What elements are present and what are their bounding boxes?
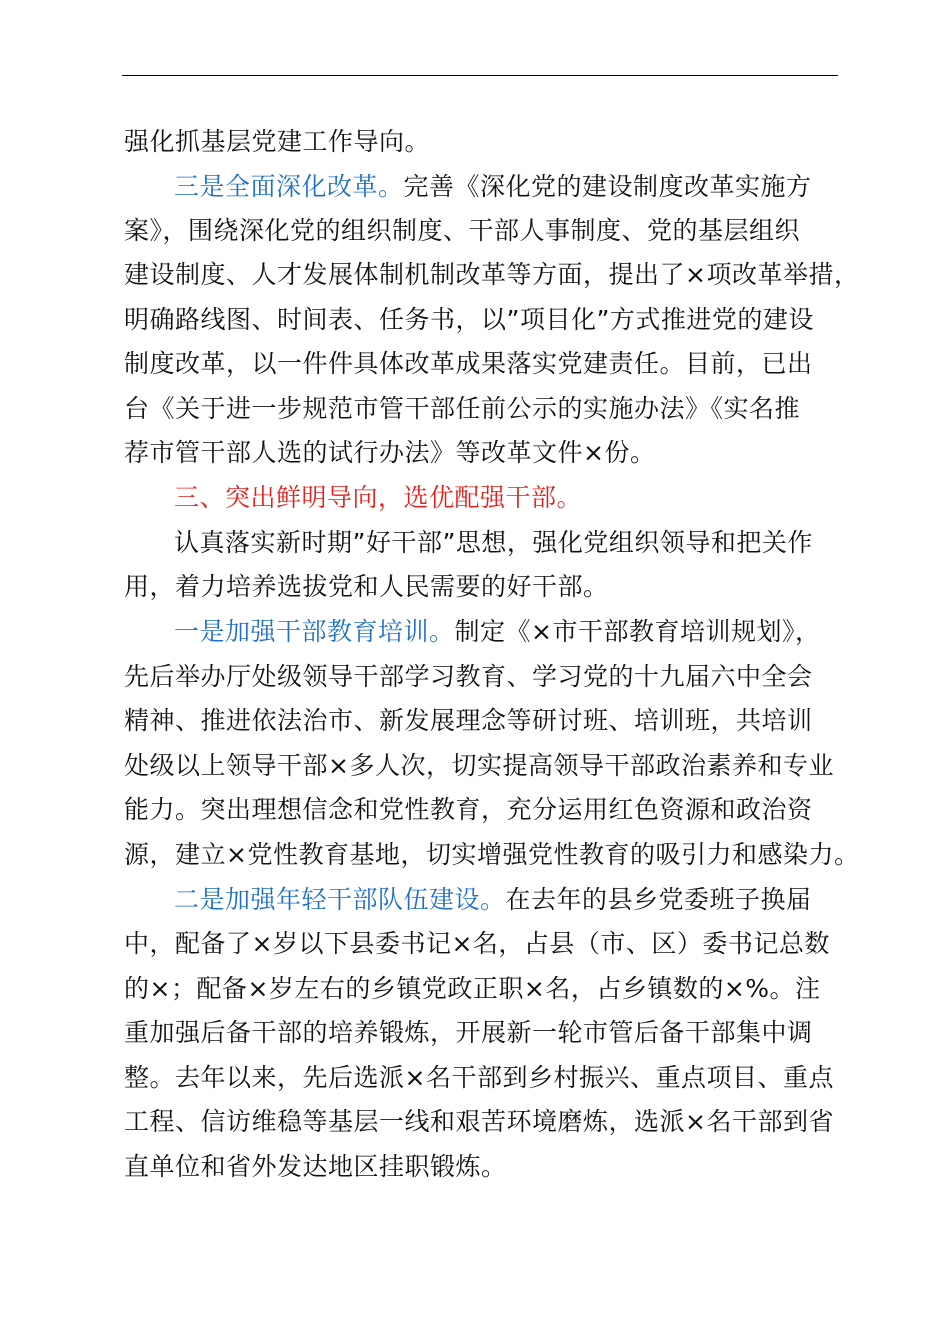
- paragraph-first-line: [174, 610, 840, 654]
- section-heading: 三、突出鲜明导向，选优配强干部。: [174, 483, 583, 512]
- text-line: 整。去年以来，先后选派×名干部到乡村振兴、重点项目、重点: [124, 1063, 834, 1092]
- text-line: 直单位和省外发达地区挂职锻炼。: [124, 1152, 507, 1181]
- text-line: 精神、推进依法治市、新发展理念等研讨班、培训班，共培训: [124, 706, 813, 735]
- paragraph-first-line: 认真落实新时期”好干部”思想，强化党组织领导和把关作: [174, 528, 813, 557]
- subheading-lead: 一是加强干部教育培训。: [174, 617, 455, 646]
- subheading-lead: 二是加强年轻干部队伍建设。: [174, 885, 506, 914]
- text-run: 在去年的县乡党委班子换届: [505, 885, 812, 914]
- text-line: 用，着力培养选拔党和人民需要的好干部。: [124, 572, 609, 601]
- text-run: 完善《深化党的建设制度改革实施方: [403, 172, 812, 201]
- paragraph-first-line: [174, 878, 840, 922]
- text-line: 建设制度、人才发展体制机制改革等方面，提出了×项改革举措，: [124, 260, 860, 289]
- text-line: 重加强后备干部的培养锻炼，开展新一轮市管后备干部集中调: [124, 1018, 813, 1047]
- text-line: 案》，围绕深化党的组织制度、干部人事制度、党的基层组织: [124, 216, 801, 245]
- text-line: 明确路线图、时间表、任务书，以”项目化”方式推进党的建设: [124, 305, 814, 334]
- text-run: 制定《×市干部教育培训规划》，: [454, 617, 821, 646]
- text-line: 能力。突出理想信念和党性教育，充分运用红色资源和政治资: [124, 795, 813, 824]
- paragraph-first-line: [174, 165, 840, 209]
- text-line: 工程、信访维稳等基层一线和艰苦环境磨炼，选派×名干部到省: [124, 1107, 834, 1136]
- text-line: 荐市管干部人选的试行办法》等改革文件×份。: [124, 438, 656, 467]
- text-line: 制度改革，以一件件具体改革成果落实党建责任。目前，已出: [124, 349, 813, 378]
- text-line: 中，配备了×岁以下县委书记×名，占县（市、区）委书记总数: [124, 929, 830, 958]
- text-line: 的×；配备×岁左右的乡镇党政正职×名，占乡镇数的×%。注: [124, 974, 821, 1003]
- text-line: 源，建立×党性教育基地，切实增强党性教育的吸引力和感染力。: [124, 840, 860, 869]
- text-line: 台《关于进一步规范市管干部任前公示的实施办法》《实名推: [124, 394, 801, 423]
- text-line: 强化抓基层党建工作导向。: [124, 127, 431, 156]
- text-line: 先后举办厅处级领导干部学习教育、学习党的十九届六中全会: [124, 662, 813, 691]
- text-line: 处级以上领导干部×多人次，切实提高领导干部政治素养和专业: [124, 751, 834, 780]
- header-rule: [122, 75, 838, 76]
- subheading-lead: 三是全面深化改革。: [174, 172, 404, 201]
